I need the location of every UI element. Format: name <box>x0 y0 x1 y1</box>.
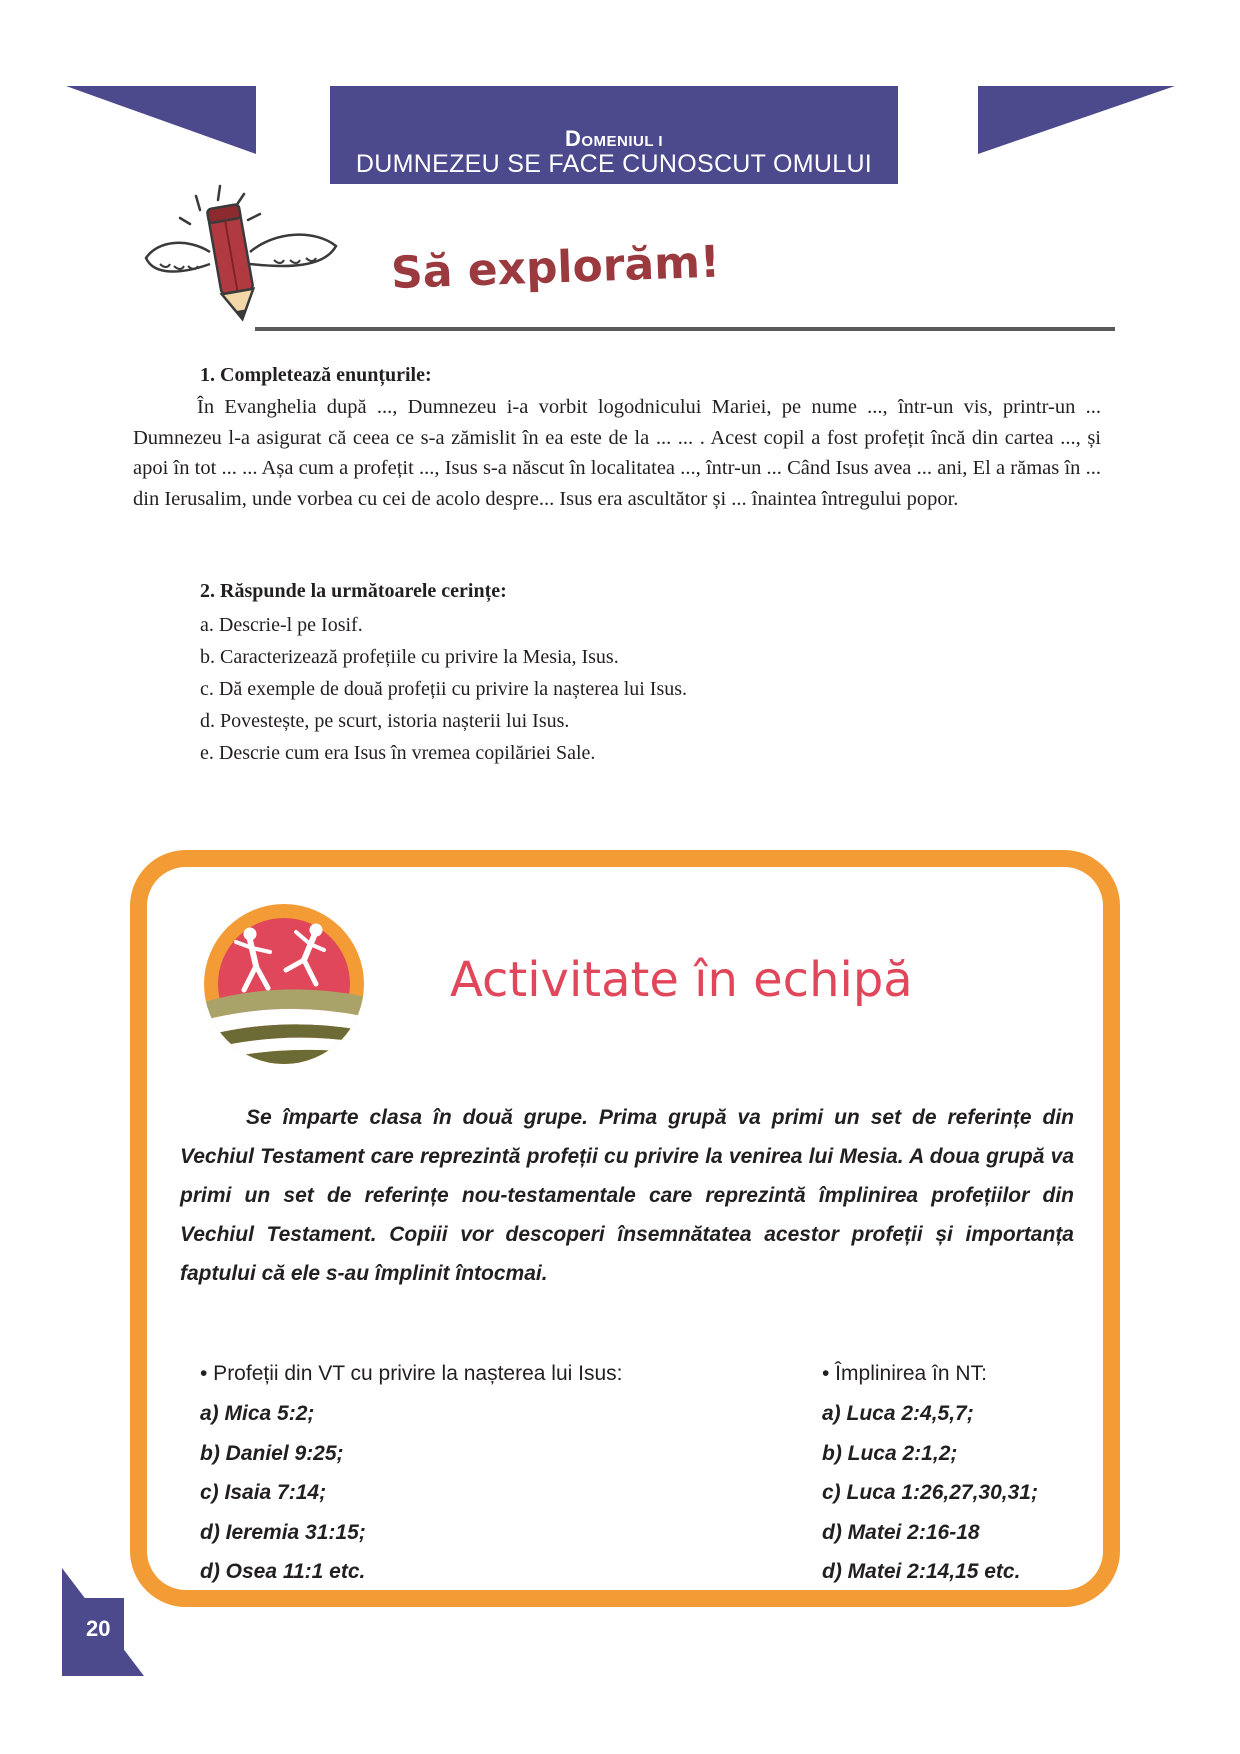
list-item: d) Matei 2:14,15 etc. <box>822 1560 1021 1583</box>
exercise-1-text: În Evanghelia după ..., Dumnezeu i-a vorbit logodnicului Mariei, pe nume ..., într-un vis, printr-un ... Dumnezeu l-a asigurat că ceea ce s-a zămislit în ea este de la ... ... . Acest copil a fost profețit încă din cartea ..., și apoi în tot ... ... Așa cum a profețit ..., Isus s-a născut în localitatea ..., într-un ... Când Isus avea ... ani, El a rămas în ... din Ierusalim, unde vorbea cu cei de acolo despre... Isus era ascultător și ... înaintea întregului popor. <box>133 396 1101 510</box>
domain-header <box>330 86 898 184</box>
list-item: b) Daniel 9:25; <box>200 1441 344 1465</box>
section-title: Să explorăm! <box>390 236 721 299</box>
team-activity-title: Activitate în echipă <box>450 952 913 1008</box>
domain-label: DOMENIUL I <box>564 126 664 151</box>
list-item: d. Povestește, pe scurt, istoria nașterii lui Isus. <box>200 710 570 732</box>
section-divider <box>255 327 1115 331</box>
list-item: c) Isaia 7:14; <box>200 1481 327 1504</box>
team-activity-text: Se împarte clasa în două grupe. Prima grupă va primi un set de referințe din Vechiul Testament care reprezintă profeții cu privire la venirea lui Mesia. A doua grupă va primi un set de referințe nou-testamentale care reprezintă împlinirea profețiilor din Vechiul Testament. Copiii vor descoperi însemnătatea acestor profeții și importanța faptului că ele s-au împlinit întocmai. <box>180 1106 1074 1285</box>
exercise-2-list <box>200 609 687 769</box>
list-item: c. Dă exemple de două profeții cu privire la nașterea lui Isus. <box>200 678 688 700</box>
prophecies-heading: • Profeții din VT cu privire la nașterea lui Isus: <box>200 1362 623 1385</box>
prophecies-list <box>200 1394 622 1592</box>
list-item: a. Descrie-l pe Iosif. <box>200 614 363 636</box>
domain-title: DUMNEZEU SE FACE CUNOSCUT OMULUI <box>355 150 873 178</box>
list-item: a) Luca 2:4,5,7; <box>822 1402 974 1425</box>
list-item: d) Ieremia 31:15; <box>200 1520 366 1544</box>
fulfillment-column <box>822 1354 1038 1592</box>
list-item: e. Descrie cum era Isus în vremea copilăriei Sale. <box>200 742 596 764</box>
header-flag-right <box>978 86 1175 154</box>
page-number: 20 <box>86 1616 111 1641</box>
list-item: c) Luca 1:26,27,30,31; <box>822 1481 1038 1504</box>
list-item: b. Caracterizează profețiile cu privire la Mesia, Isus. <box>200 646 619 668</box>
list-item: d) Matei 2:16-18 <box>822 1520 980 1544</box>
list-item: b) Luca 2:1,2; <box>822 1441 958 1465</box>
list-item: d) Osea 11:1 etc. <box>200 1560 366 1583</box>
list-item: a) Mica 5:2; <box>200 1402 315 1425</box>
header-flag-left <box>66 86 256 154</box>
team-activity-logo-icon <box>200 900 368 1068</box>
fulfillment-heading: • Împlinirea în NT: <box>822 1362 987 1385</box>
exercise-2-heading: 2. Răspunde la următoarele cerințe: <box>200 580 507 602</box>
fulfillment-list <box>822 1394 1038 1592</box>
prophecies-column <box>200 1354 622 1592</box>
exercise-1-heading: 1. Completează enunțurile: <box>200 364 432 386</box>
winged-pencil-icon <box>140 180 350 330</box>
